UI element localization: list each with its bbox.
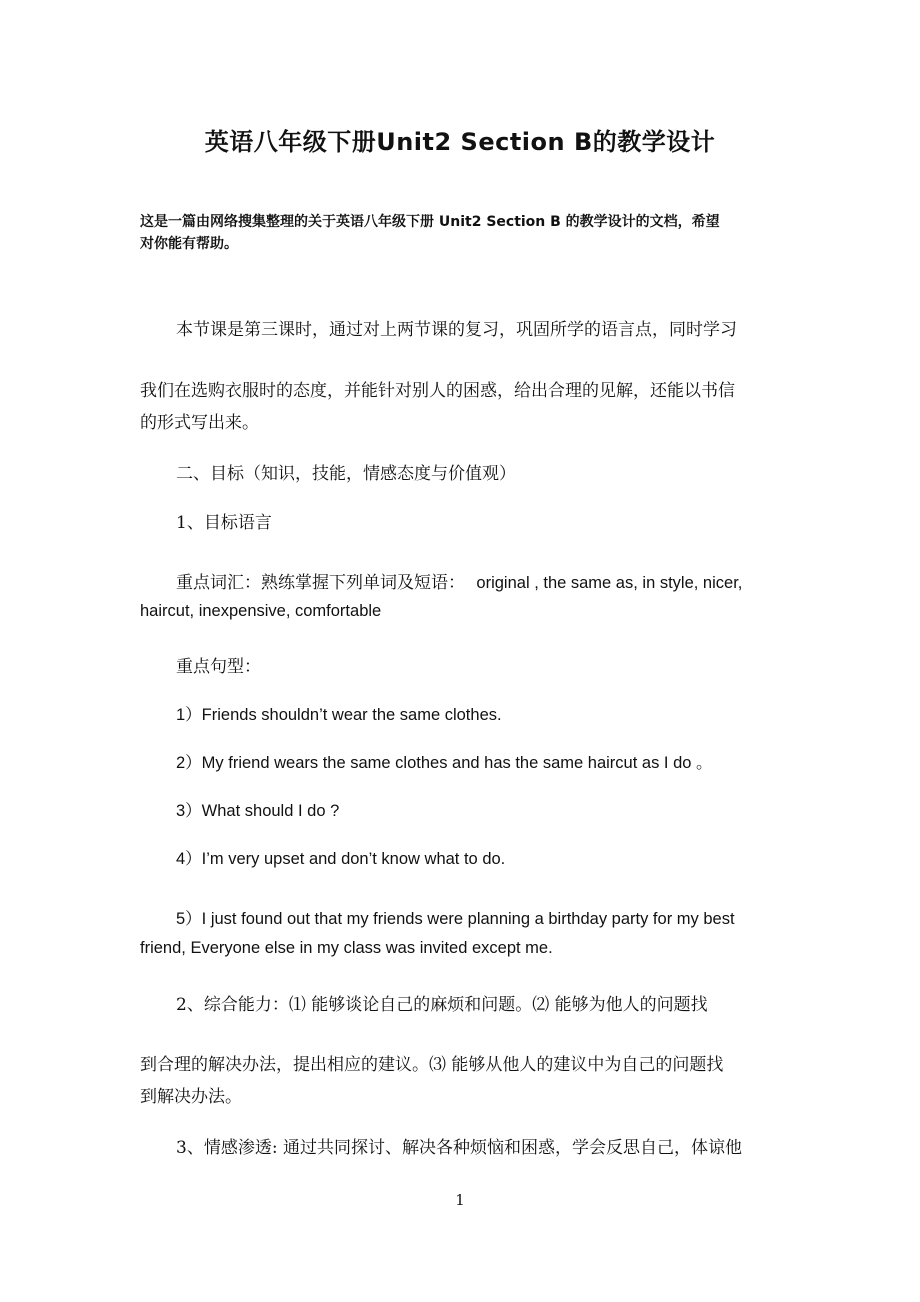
vocab-line-2: haircut, inexpensive, comfortable [140, 602, 382, 620]
paragraph-1-line-2: 我们在选购衣服时的态度，并能针对别人的困惑，给出合理的见解，还能以书信 [140, 381, 735, 401]
sentence-2: 2）My friend wears the same clothes and has the same haircut as I do 。 [176, 754, 713, 772]
document-title: 英语八年级下册Unit2 Section B的教学设计 [204, 128, 716, 156]
sentence-5: 5）I just found out that my friends were planning a birthday party for my best [176, 910, 735, 928]
page-number: 1 [455, 1191, 465, 1209]
ability-line-3: 到解决办法。 [140, 1087, 242, 1107]
ability-line-1: 2、综合能力：⑴ 能够谈论自己的麻烦和问题。⑵ 能够为他人的问题找 [176, 995, 708, 1015]
paragraph-1-line-1: 本节课是第三课时，通过对上两节课的复习，巩固所学的语言点，同时学习 [176, 320, 737, 340]
emotion-line-1: 3、情感渗透: 通过共同探讨、解决各种烦恼和困惑，学会反思自己，体谅他 [176, 1138, 742, 1158]
paragraph-1-line-3: 的形式写出来。 [140, 413, 259, 433]
ability-line-2: 到合理的解决办法，提出相应的建议。⑶ 能够从他人的建议中为自己的问题找 [140, 1055, 724, 1075]
vocab-words: original , the same as, in style, nicer, [476, 574, 743, 592]
sentence-4: 4）I’m very upset and don’t know what to do. [176, 850, 506, 868]
sentence-label: 重点句型： [176, 657, 261, 677]
heading-goals: 二、目标（知识，技能，情感态度与价值观） [176, 464, 516, 484]
heading-target-language: 1、目标语言 [176, 513, 272, 533]
vocab-line-1 [176, 568, 836, 593]
sentence-1: 1）Friends shouldn’t wear the same clothes. [176, 706, 502, 724]
vocab-label: 重点词汇：熟练掌握下列单词及短语： [176, 573, 465, 593]
sentence-3: 3）What should I do ? [176, 802, 340, 820]
intro-line-1: 这是一篇由网络搜集整理的关于英语八年级下册 Unit2 Section B 的教学设计的文档，希望 [140, 214, 720, 230]
sentence-5-continued: friend, Everyone else in my class was invited except me. [140, 939, 553, 957]
intro-line-2: 对你能有帮助。 [140, 236, 238, 252]
